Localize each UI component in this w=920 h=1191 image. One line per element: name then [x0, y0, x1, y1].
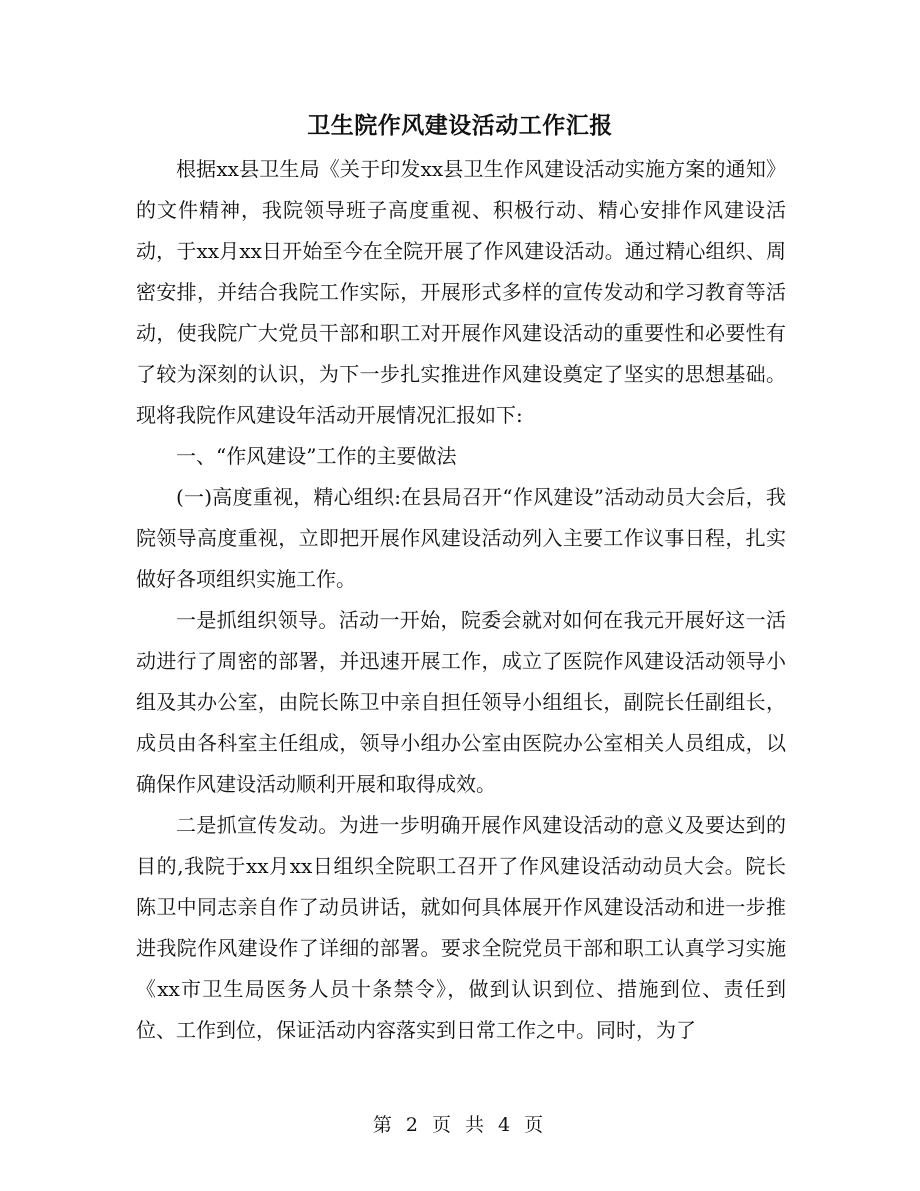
document-title: 卫生院作风建设活动工作汇报: [307, 112, 613, 139]
paragraph-subsection-1: (一)高度重视，精心组织:在县局召开“作风建设”活动动员大会后，我院领导高度重视，立即把开展作风建设活动列入主要工作议事日程，扎实做好各项组织实施工作。: [136, 485, 786, 591]
paragraph-publicity: 二是抓宣传发动。为进一步明确开展作风建设活动的意义及要达到的目的,我院于xx月xx日组织全院职工召开了作风建设活动动员大会。院长陈卫中同志亲自作了动员讲话，就如何具体展开作风建设活动和进一步推进我院作风建设作了详细的部署。要求全院党员干部和职工认真学习实施《xx市卫生局医务人员十条禁令》，做到认识到位、措施到位、责任到位、工作到位，保证活动内容落实到日常工作之中。同时，为了: [136, 813, 786, 1042]
paragraph-intro: 根据xx县卫生局《关于印发xx县卫生作风建设活动实施方案的通知》的文件精神，我院领导班子高度重视、积极行动、精心安排作风建设活动，于xx月xx日开始至今在全院开展了作风建设活动。通过精心组织、周密安排，并结合我院工作实际，开展形式多样的宣传发动和学习教育等活动，使我院广大党员干部和职工对开展作风建设活动的重要性和必要性有了较为深刻的认识，为下一步扎实推进作风建设奠定了坚实的思想基础。现将我院作风建设年活动开展情况汇报如下:: [136, 157, 786, 427]
page-number-footer: 第 2 页 共 4 页: [372, 1114, 548, 1136]
section-heading: 一、“作风建设”工作的主要做法: [176, 444, 457, 468]
document-body: [136, 149, 786, 1051]
paragraph-organization: 一是抓组织领导。活动一开始，院委会就对如何在我元开展好这一活动进行了周密的部署，并迅速开展工作，成立了医院作风建设活动领导小组及其办公室，由院长陈卫中亲自担任领导小组组长，副院长任副组长，成员由各科室主任组成，领导小组办公室由医院办公室相关人员组成，以确保作风建设活动顺利开展和取得成效。: [136, 608, 786, 796]
